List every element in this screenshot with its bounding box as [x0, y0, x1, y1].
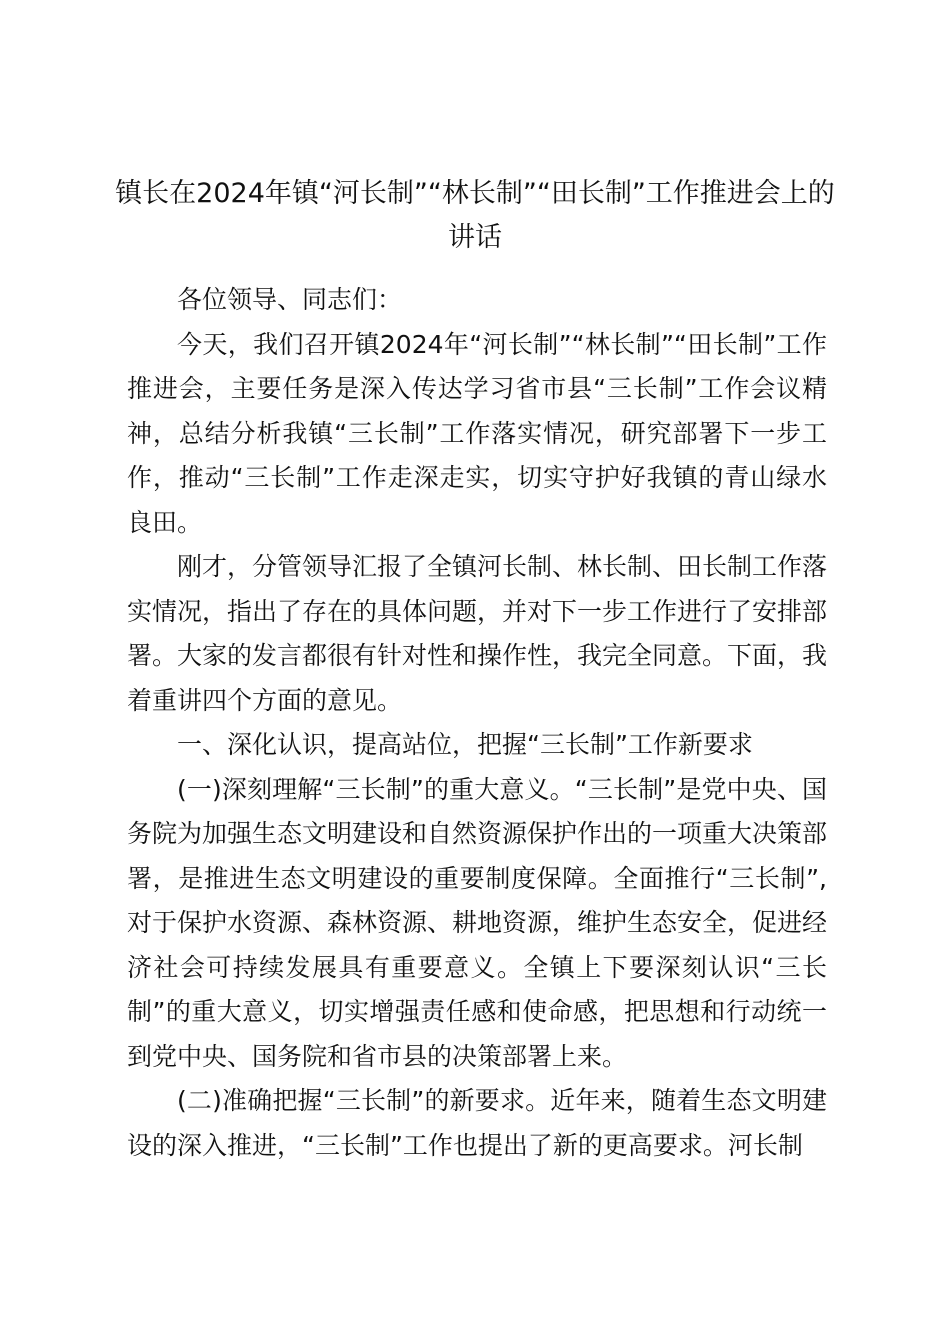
subsection-paragraph: (二)准确把握“三长制”的新要求。近年来，随着生态文明建设的深入推进，“三长制”工作也提出了新的更高要求。河长制 — [127, 1086, 827, 1160]
document-body — [127, 278, 827, 1168]
salutation: 各位领导、同志们： — [177, 285, 403, 314]
subsection-paragraph: (一)深刻理解“三长制”的重大意义。“三长制”是党中央、国务院为加强生态文明建设和自然资源保护作出的一项重大决策部署，是推进生态文明建设的重要制度保障。全面推行“三长制”,对于保护水资源、森林资源、耕地资源，维护生态安全，促进经济社会可持续发展具有重要意义。全镇上下要深刻认识“三长制”的重大意义，切实增强责任感和使命感，把思想和行动统一到党中央、国务院和省市县的决策部署上来。 — [127, 774, 828, 1071]
paragraph-summary: 刚才，分管领导汇报了全镇河长制、林长制、田长制工作落实情况，指出了存在的具体问题，并对下一步工作进行了安排部署。大家的发言都很有针对性和操作性，我完全同意。下面，我着重讲四个方面的意见。 — [127, 552, 828, 715]
paragraph-opening: 今天，我们召开镇2024年“河长制”“林长制”“田长制”工作推进会，主要任务是深入传达学习省市县“三长制”工作会议精神，总结分析我镇“三长制”工作落实情况，研究部署下一步工作，推动“三长制”工作走深走实，切实守护好我镇的青山绿水良田。 — [127, 329, 827, 537]
section-heading: 一、深化认识，提高站位，把握“三长制”工作新要求 — [177, 730, 753, 759]
document-title: 镇长在2024年镇“河长制”“林长制”“田长制”工作推进会上的讲话 — [115, 178, 835, 253]
